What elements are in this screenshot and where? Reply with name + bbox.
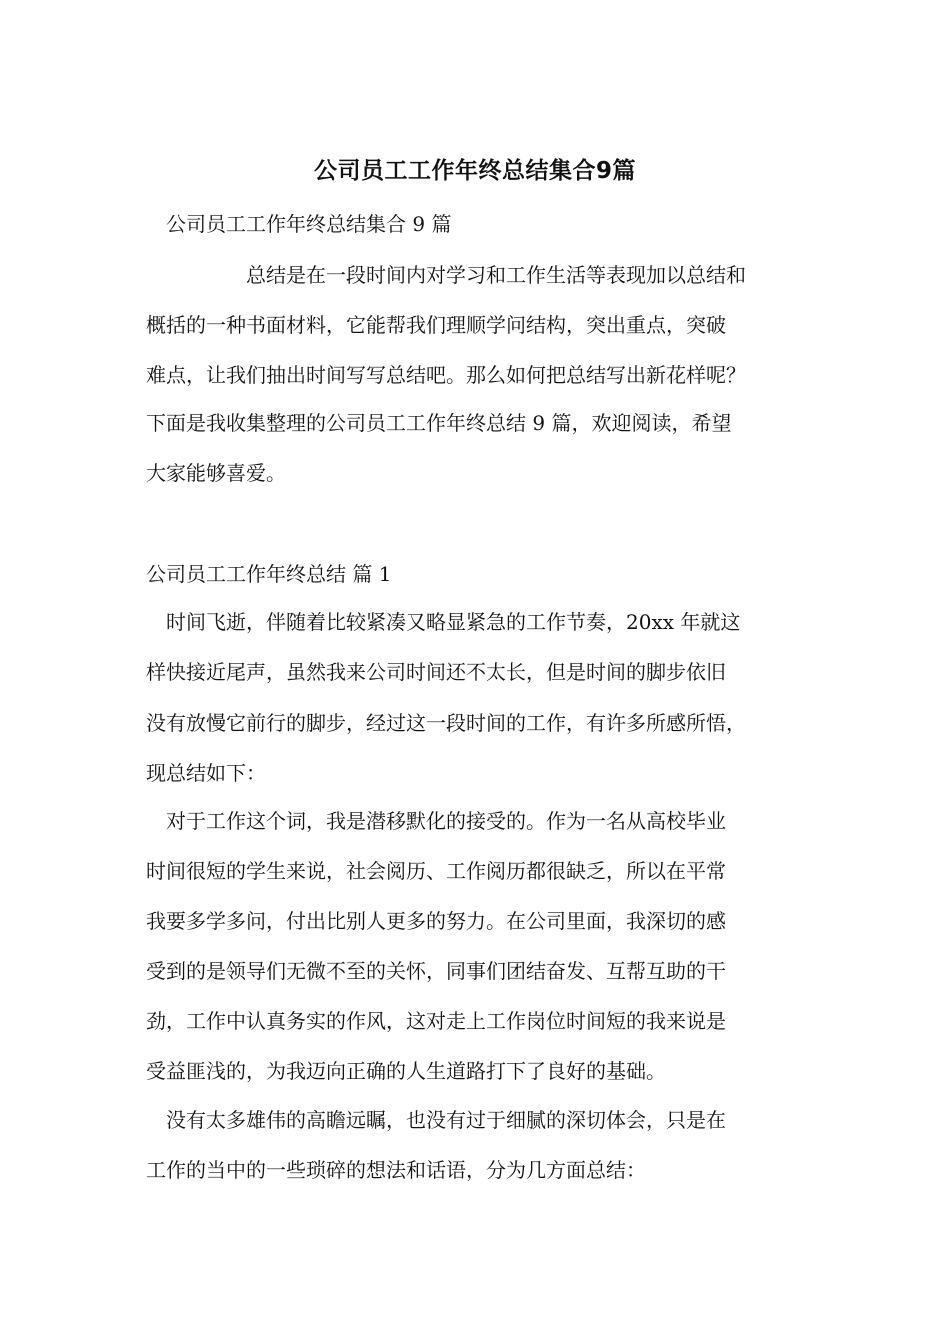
paragraph-line: 受到的是领导们无微不至的关怀，同事们团结奋发、互帮互助的干 [146,959,726,983]
paragraph-line: 没有太多雄伟的高瞻远瞩，也没有过于细腻的深切体会，只是在 [166,1108,726,1132]
document-subtitle: 公司员工工作年终总结集合 9 篇 [166,212,452,236]
paragraph-line: 工作的当中的一些琐碎的想法和话语，分为几方面总结： [146,1158,646,1182]
paragraph-line: 时间很短的学生来说，社会阅历、工作阅历都很缺乏，所以在平常 [146,859,726,883]
paragraph-line: 现总结如下： [146,761,266,785]
intro-line: 下面是我收集整理的公司员工工作年终总结 9 篇，欢迎阅读，希望 [146,411,732,435]
paragraph-line: 对于工作这个词，我是潜移默化的接受的。作为一名从高校毕业 [166,809,726,833]
paragraph-line: 受益匪浅的，为我迈向正确的人生道路打下了良好的基础。 [146,1059,666,1083]
paragraph-line: 我要多学多问，付出比别人更多的努力。在公司里面，我深切的感 [146,909,726,933]
section-heading: 公司员工工作年终总结 篇 1 [146,562,392,586]
intro-line: 概括的一种书面材料，它能帮我们理顺学问结构，突出重点，突破 [146,313,726,337]
paragraph-line: 没有放慢它前行的脚步，经过这一段时间的工作，有许多所感所悟， [146,711,746,735]
paragraph-line: 样快接近尾声，虽然我来公司时间还不太长，但是时间的脚步依旧 [146,660,726,684]
intro-line: 大家能够喜爱。 [146,461,286,485]
paragraph-line: 劲，工作中认真务实的作风，这对走上工作岗位时间短的我来说是 [146,1009,726,1033]
paragraph-line: 时间飞逝，伴随着比较紧凑又略显紧急的工作节奏，20xx 年就这 [166,610,741,634]
document-title: 公司员工工作年终总结集合9篇 [313,158,636,184]
intro-line: 总结是在一段时间内对学习和工作生活等表现加以总结和 [246,263,746,287]
intro-line: 难点，让我们抽出时间写写总结吧。那么如何把总结写出新花样呢？ [146,363,746,387]
